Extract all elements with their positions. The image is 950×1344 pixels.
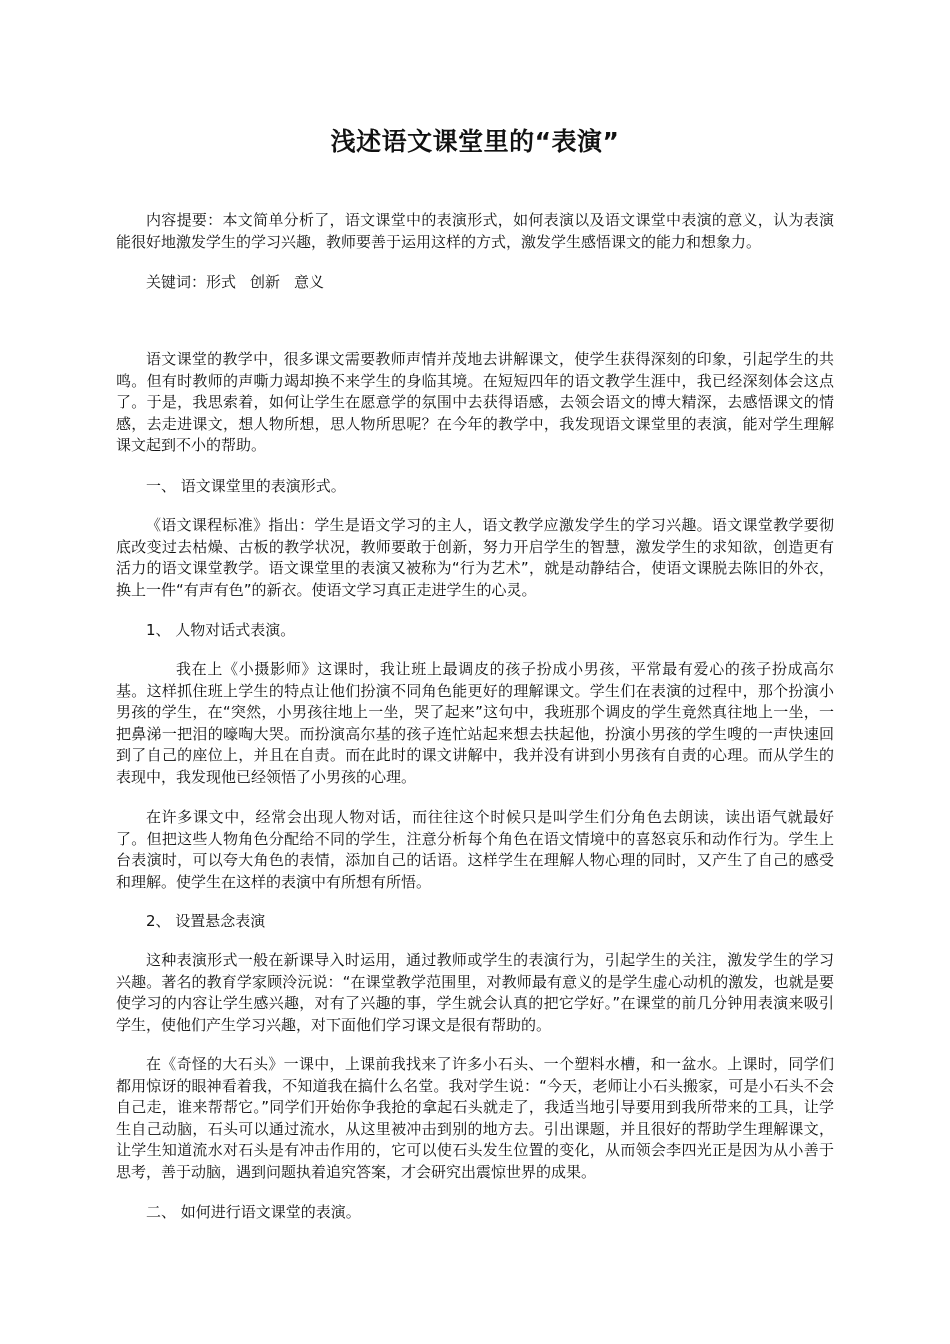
keywords-block	[116, 272, 834, 294]
section-2-heading: 二、 如何进行语文课堂的表演。	[146, 1203, 361, 1221]
abstract-paragraph: 内容提要：本文简单分析了，语文课堂中的表演形式，如何表演以及语文课堂中表演的意义，认为表演能很好地激发学生的学习兴趣，教师要善于运用这样的方式，激发学生感悟课文的能力和想象力。	[116, 211, 834, 251]
subsection-1-body-1	[116, 659, 834, 788]
subsection-2-heading-block	[116, 911, 834, 933]
document-title: 浅述语文课堂里的“表演”	[330, 127, 620, 156]
subsection-1-paragraph-1: 我在上《小摄影师》这课时，我让班上最调皮的孩子扮成小男孩，平常最有爱心的孩子扮成高尔基。这样抓住班上学生的特点让他们扮演不同角色能更好的理解课文。学生们在表演的过程中，那个扮演小男孩的学生，在“突然，小男孩往地上一坐，哭了起来”这句中，我班那个调皮的学生竟然真往地上一坐，一把鼻涕一把泪的嚎啕大哭。而扮演高尔基的孩子连忙站起来想去扶起他，扮演小男孩的学生嗖的一声快速回到了自己的座位上，并且在自责。而在此时的课文讲解中，我并没有讲到小男孩有自责的心理。而从学生的表现中，我发现他已经领悟了小男孩的心理。	[116, 660, 834, 786]
subsection-2-body-1	[116, 950, 834, 1036]
subsection-1-paragraph-2: 在许多课文中，经常会出现人物对话，而往往这个时候只是叫学生们分角色去朗读，读出语气就最好了。但把这些人物角色分配给不同的学生，注意分析每个角色在语文情境中的喜怒哀乐和动作行为。学生上台表演时，可以夸大角色的表情，添加自己的话语。这样学生在理解人物心理的同时，又产生了自己的感受和理解。使学生在这样的表演中有所想有所悟。	[116, 808, 834, 891]
keywords-line	[116, 272, 834, 294]
subsection-2-heading: 2、 设置悬念表演	[146, 912, 266, 930]
abstract-block	[116, 210, 834, 253]
subsection-1-body-2	[116, 807, 834, 893]
intro-paragraph: 语文课堂的教学中，很多课文需要教师声情并茂地去讲解课文，使学生获得深刻的印象，引起学生的共鸣。但有时教师的声嘶力竭却换不来学生的身临其境。在短短四年的语文教学生涯中，我已经深刻体会这点了。于是，我思索着，如何让学生在愿意学的氛围中去获得语感，去领会语文的博大精深，去感悟课文的情感，去走进课文，想人物所想，思人物所思呢？在今年的教学中，我发现语文课堂里的表演，能对学生理解课文起到不小的帮助。	[116, 350, 834, 454]
keyword-item: 形式	[206, 273, 237, 291]
keywords-label: 关键词：	[146, 273, 207, 291]
subsection-2-paragraph-2: 在《奇怪的大石头》一课中，上课前我找来了许多小石头、一个塑料水槽，和一盆水。上课时，同学们都用惊讶的眼神看着我，不知道我在搞什么名堂。我对学生说：“今天，老师让小石头搬家，可是小石头不会自己走，谁来帮帮它。”同学们开始你争我抢的拿起石头就走了，我适当地引导要用到我所带来的工具，让学生自己动脑，石头可以通过流水，从这里被冲击到别的地方去。引出课题，并且很好的帮助学生理解课文，让学生知道流水对石头是有冲击作用的，它可以使石头发生位置的变化，从而领会李四光正是因为从小善于思考，善于动脑，遇到问题执着追究答案，才会研究出震惊世界的成果。	[116, 1055, 834, 1181]
subsection-2-paragraph-1: 这种表演形式一般在新课导入时运用，通过教师或学生的表演行为，引起学生的关注，激发学生的学习兴趣。著名的教育学家顾泠沅说：“在课堂教学范围里，对教师最有意义的是学生虚心动机的激发，也就是要使学习的内容让学生感兴趣，对有了兴趣的事，学生就会认真的把它学好。”在课堂的前几分钟用表演来吸引学生，使他们产生学习兴趣，对下面他们学习课文是很有帮助的。	[116, 951, 834, 1034]
section-1-body	[116, 515, 834, 601]
keyword-item: 创新	[250, 273, 281, 291]
section-1-heading: 一、 语文课堂里的表演形式。	[146, 477, 346, 495]
subsection-1-heading: 1、 人物对话式表演。	[146, 621, 296, 639]
intro-block	[116, 349, 834, 457]
section-2-heading-block	[116, 1202, 834, 1224]
subsection-2-body-2	[116, 1054, 834, 1183]
subsection-1-heading-block	[116, 620, 834, 642]
keyword-item: 意义	[294, 273, 325, 291]
section-1-heading-block	[116, 476, 834, 498]
section-1-paragraph: 《语文课程标准》指出：学生是语文学习的主人，语文教学应激发学生的学习兴趣。语文课堂教学要彻底改变过去枯燥、古板的教学状况，教师要敢于创新，努力开启学生的智慧，激发学生的求知欲，创造更有活力的语文课堂教学。语文课堂里的表演又被称为“行为艺术”，就是动静结合，使语文课脱去陈旧的外衣，换上一件“有声有色”的新衣。使语文学习真正走进学生的心灵。	[116, 516, 834, 599]
